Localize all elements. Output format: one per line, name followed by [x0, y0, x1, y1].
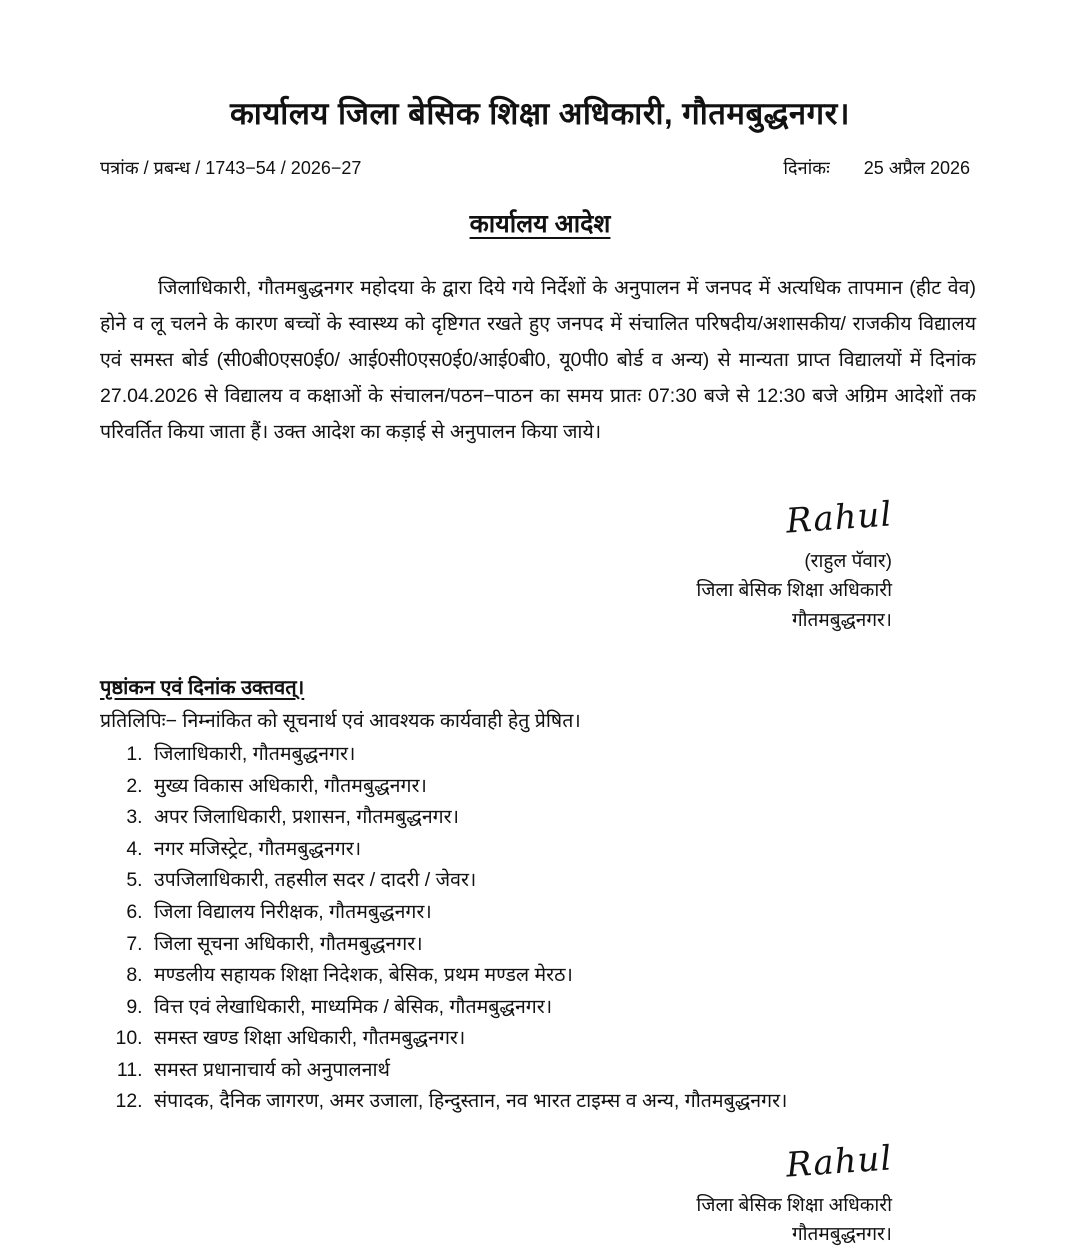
list-item: 3. अपर जिलाधिकारी, प्रशासन, गौतमबुद्धनगर।	[148, 802, 980, 834]
copy-to-label: प्रतिलिपिः− निम्नांकित को सूचनार्थ एवं आवश्यक कार्यवाही हेतु प्रेषित।	[100, 710, 581, 733]
endorsement-heading: पृष्ठांकन एवं दिनांक उक्तवत्।	[100, 677, 305, 700]
date-label: दिनांकः	[783, 157, 830, 178]
handwritten-signature-icon: Rahul	[784, 494, 894, 542]
date-value: 25 अप्रैल 2026	[863, 157, 970, 178]
list-item: 12. संपादक, दैनिक जागरण, अमर उजाला, हिन्दुस्तान, नव भारत टाइम्स व अन्य, गौतमबुद्धनगर।	[148, 1086, 980, 1118]
list-item: 2. मुख्य विकास अधिकारी, गौतमबुद्धनगर।	[148, 771, 980, 803]
signatory-place: गौतमबुद्धनगर।	[791, 1224, 892, 1246]
handwritten-signature-icon: Rahul	[784, 1138, 894, 1186]
list-item: 11. समस्त प्रधानाचार्य को अनुपालनार्थ	[148, 1055, 980, 1087]
signature-block-primary	[100, 492, 980, 635]
letter-number: पत्रांक / प्रबन्ध / 1743−54 / 2026−27	[100, 157, 362, 178]
list-item: 10. समस्त खण्ड शिक्षा अधिकारी, गौतमबुद्धनगर।	[148, 1023, 980, 1055]
signatory-designation: जिला बेसिक शिक्षा अधिकारी	[696, 580, 892, 602]
list-item: 9. वित्त एवं लेखाधिकारी, माध्यमिक / बेसिक, गौतमबुद्धनगर।	[148, 992, 980, 1024]
signature-block-secondary	[100, 1136, 980, 1250]
letter-date	[783, 156, 980, 180]
order-body-text: जिलाधिकारी, गौतमबुद्धनगर महोदया के द्वारा दिये गये निर्देशों के अनुपालन में जनपद में अत्यधिक तापमान (हीट वेव) होने व लू चलने के कारण बच्चों के स्वास्थ्य को दृष्टिगत रखते हुए जनपद में संचालित परिषदीय/अशासकीय/ राजकीय विद्यालय एवं समस्त बोर्ड (सी0बी0एस0ई0/ आई0सी0एस0ई0/आई0बी0, यू0पी0 बोर्ड व अन्य) से मान्यता प्राप्त विद्यालयों में दिनांक 27.04.2026 से विद्यालय व कक्षाओं के संचालन/पठन−पाठन का समय प्रातः 07:30 बजे से 12:30 बजे अग्रिम आदेशों तक परिवर्तित किया जाता हैं। उक्त आदेश का कड़ाई से अनुपालन किया जाये।	[100, 276, 976, 443]
signatory-name: (राहुल पॅवार)	[804, 550, 892, 572]
list-item: 8. मण्डलीय सहायक शिक्षा निदेशक, बेसिक, प्रथम मण्डल मेरठ।	[148, 960, 980, 992]
list-item: 4. नगर मजिस्ट्रेट, गौतमबुद्धनगर।	[148, 834, 980, 866]
page-title: कार्यालय जिला बेसिक शिक्षा अधिकारी, गौतमबुद्धनगर।	[229, 96, 851, 131]
signatory-designation: जिला बेसिक शिक्षा अधिकारी	[696, 1194, 892, 1216]
order-heading: कार्यालय आदेश	[469, 209, 611, 238]
list-item: 5. उपजिलाधिकारी, तहसील सदर / दादरी / जेवर।	[148, 865, 980, 897]
signatory-place: गौतमबुद्धनगर।	[791, 609, 892, 631]
list-item: 6. जिला विद्यालय निरीक्षक, गौतमबुद्धनगर।	[148, 897, 980, 929]
copy-recipient-list	[100, 739, 980, 1118]
letter-meta	[100, 156, 980, 180]
list-item: 1. जिलाधिकारी, गौतमबुद्धनगर।	[148, 739, 980, 771]
list-item: 7. जिला सूचना अधिकारी, गौतमबुद्धनगर।	[148, 929, 980, 961]
